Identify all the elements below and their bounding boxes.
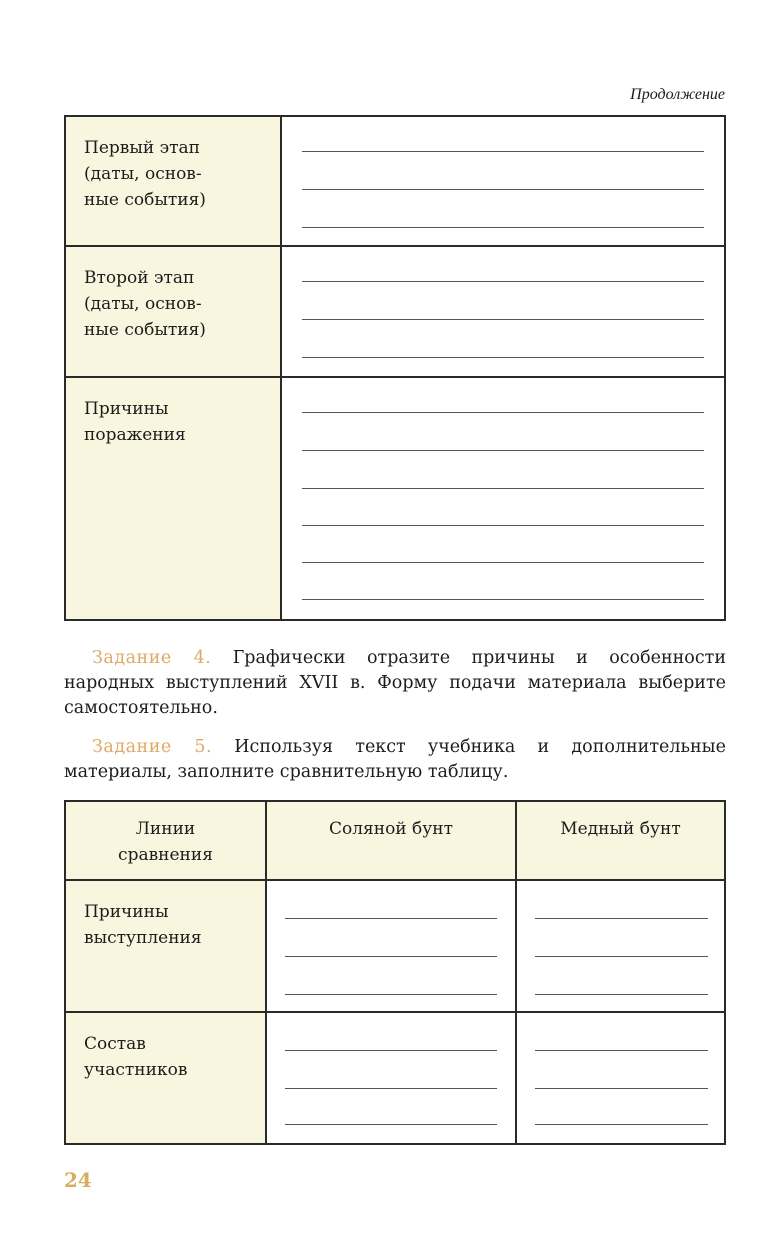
column-header: Линии сравнения [65, 801, 266, 880]
row-label: Первый этап (даты, основ- ные события) [65, 116, 281, 246]
column-header: Медный бунт [516, 801, 725, 880]
table-row [65, 116, 725, 246]
task-label: Задание 4. [92, 648, 212, 668]
answer-cell[interactable] [266, 1012, 516, 1144]
row-label: Причины выступления [65, 880, 266, 1012]
stages-table [64, 115, 726, 621]
answer-cell[interactable] [281, 377, 725, 620]
table-row [65, 1012, 725, 1144]
row-label: Второй этап (даты, основ- ные события) [65, 246, 281, 377]
row-label: Состав участников [65, 1012, 266, 1144]
page-number: 24 [64, 1168, 92, 1192]
table-header-row [65, 801, 725, 880]
task-5 [64, 735, 726, 785]
task-text: Графически отразите причины и особенности народных выступлений XVII в. Форму подачи материала выберите самостоятельно. [64, 648, 726, 718]
row-label: Причины поражения [65, 377, 281, 620]
answer-cell[interactable] [281, 116, 725, 246]
task-label: Задание 5. [92, 737, 213, 757]
task-4 [64, 646, 726, 721]
comparison-table [64, 800, 726, 1145]
table-row [65, 377, 725, 620]
answer-cell[interactable] [516, 1012, 725, 1144]
continuation-label: Продолжение [630, 86, 725, 103]
answer-cell[interactable] [281, 246, 725, 377]
answer-cell[interactable] [266, 880, 516, 1012]
table-row [65, 880, 725, 1012]
answer-cell[interactable] [516, 880, 725, 1012]
task-text: Используя текст учебника и дополнительные материалы, заполните сравнительную таблицу. [64, 737, 726, 782]
column-header: Соляной бунт [266, 801, 516, 880]
table-row [65, 246, 725, 377]
